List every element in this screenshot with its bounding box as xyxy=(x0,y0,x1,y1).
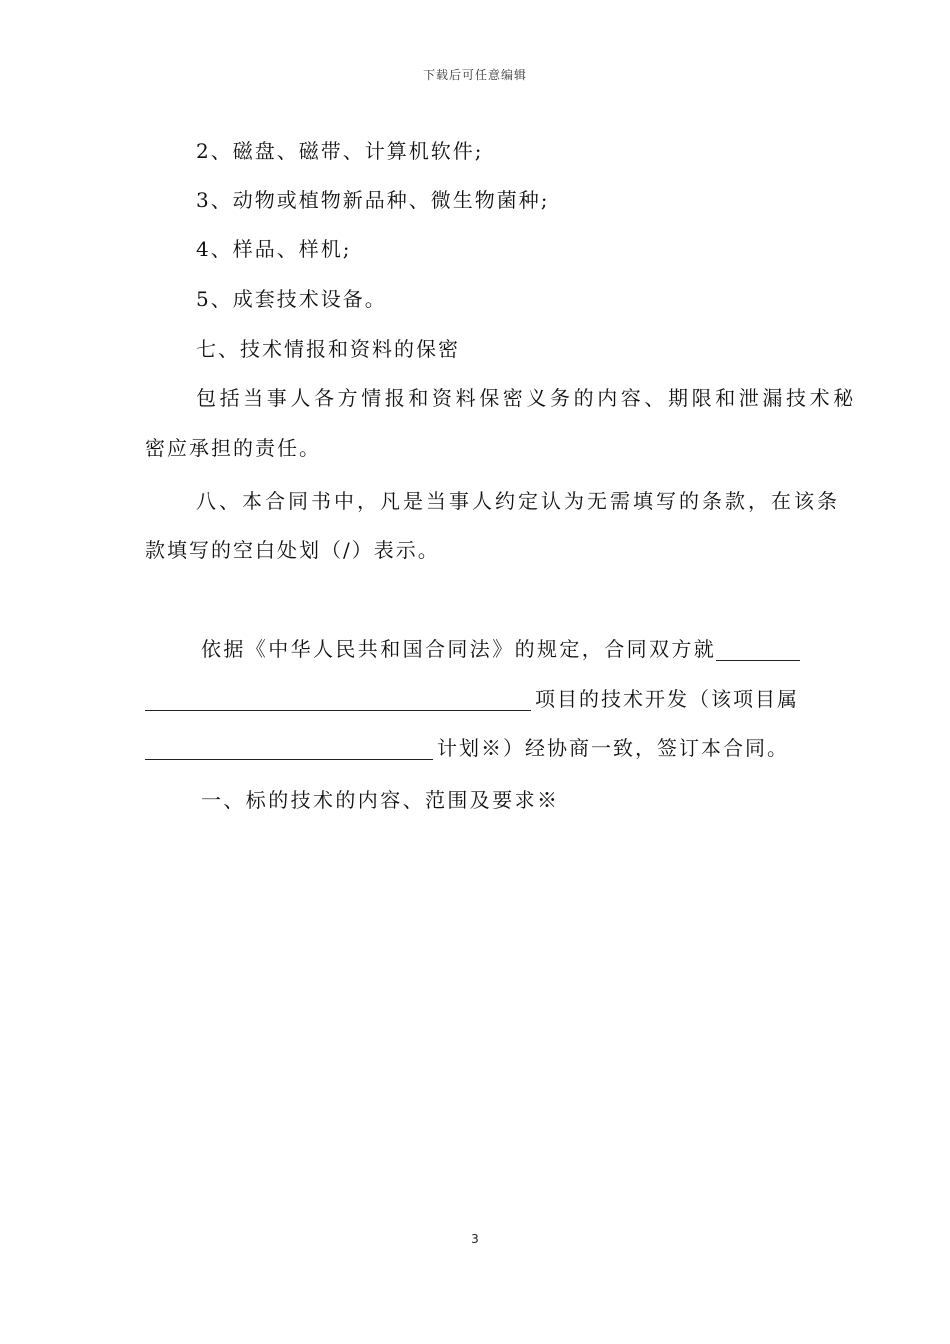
contract-intro-line-1 xyxy=(201,636,800,662)
contract-intro-line-2 xyxy=(145,686,799,712)
blank-clause-paragraph-line-1: 八、本合同书中，凡是当事人约定认为无需填写的条款，在该条 xyxy=(196,489,840,513)
list-item: 2、磁盘、磁带、计算机软件; xyxy=(196,139,484,163)
confidentiality-paragraph-line-2: 密应承担的责任。 xyxy=(145,436,321,460)
page-header-note: 下载后可任意编辑 xyxy=(422,68,527,82)
project-name-blank-2[interactable] xyxy=(145,690,531,711)
contract-intro-text-2: 项目的技术开发（该项目属 xyxy=(535,687,799,711)
contract-intro-text: 依据《中华人民共和国合同法》的规定，合同双方就 xyxy=(201,637,717,661)
list-item: 4、样品、样机; xyxy=(196,237,352,261)
confidentiality-paragraph-line-1: 包括当事人各方情报和资料保密义务的内容、期限和泄漏技术秘 xyxy=(196,386,857,410)
page-number: 3 xyxy=(471,1232,479,1246)
list-item: 3、动物或植物新品种、微生物菌种; xyxy=(196,188,550,212)
project-name-blank-1[interactable] xyxy=(716,640,800,661)
contract-intro-text-3: 计划※）经协商一致，签订本合同。 xyxy=(437,736,789,760)
list-item: 5、成套技术设备。 xyxy=(196,287,387,311)
blank-clause-paragraph-line-2: 款填写的空白处划（/）表示。 xyxy=(145,538,440,562)
section-heading-subject-technology: 一、标的技术的内容、范围及要求※ xyxy=(201,788,560,812)
contract-intro-line-3 xyxy=(145,735,789,761)
section-heading-confidentiality: 七、技术情报和资料的保密 xyxy=(196,337,460,361)
plan-name-blank[interactable] xyxy=(145,739,433,760)
